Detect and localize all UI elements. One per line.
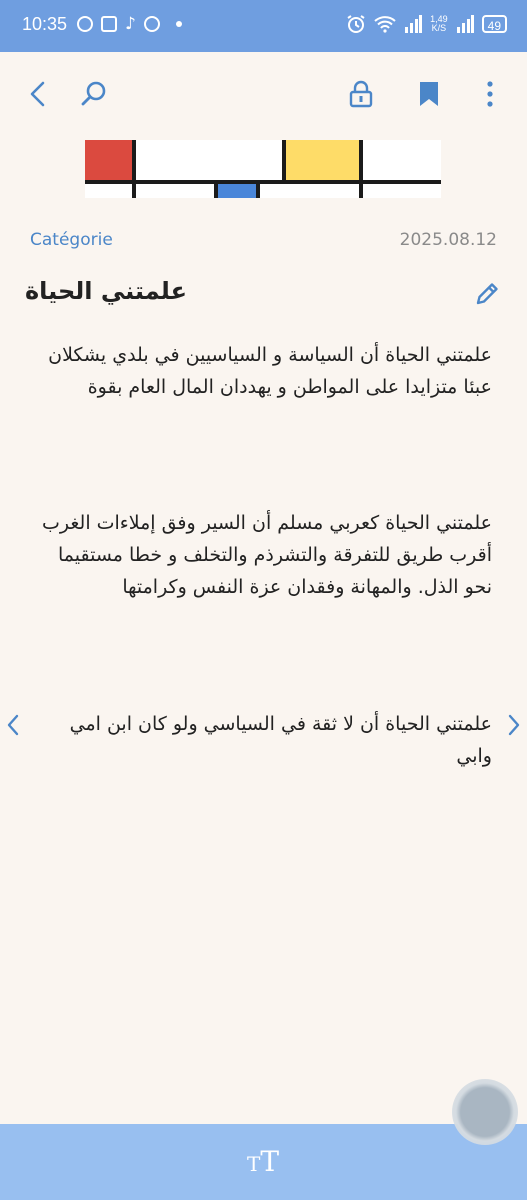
floating-action-button[interactable] — [452, 1079, 518, 1145]
note-date: 2025.08.12 — [399, 230, 497, 250]
back-chevron-icon — [28, 81, 48, 107]
title-row — [0, 275, 527, 315]
system-icons — [346, 14, 507, 34]
chevron-left-icon — [6, 713, 20, 737]
network-speed-value: 1,49 — [430, 14, 448, 24]
search-button[interactable] — [74, 74, 114, 114]
note-title: علمتني الحياة — [24, 277, 187, 305]
alarm-icon — [346, 14, 366, 34]
network-speed — [430, 15, 448, 33]
status-time: 10:35 — [22, 14, 68, 34]
more-vertical-icon — [486, 81, 494, 107]
text-style-big-t: T — [260, 1145, 280, 1178]
chrome-icon-2 — [144, 16, 160, 32]
search-icon — [80, 80, 108, 108]
note-toolbar — [0, 52, 527, 130]
notification-icons — [77, 16, 182, 32]
pencil-icon — [474, 281, 500, 307]
note-paragraph-3[interactable]: علمتني الحياة أن لا ثقة في السياسي ولو كان ابن امي وابي — [69, 713, 492, 767]
wifi-icon — [374, 15, 396, 33]
tiktok-icon: ♪ — [125, 14, 136, 34]
bottom-bar — [0, 1124, 527, 1200]
previous-note-button[interactable] — [6, 713, 20, 741]
note-header-image — [85, 140, 441, 198]
status-bar — [0, 0, 527, 52]
signal-icon — [404, 15, 422, 33]
category-link[interactable]: Catégorie — [30, 230, 113, 250]
edit-button[interactable] — [470, 277, 504, 311]
chrome-icon — [77, 16, 93, 32]
more-options-button[interactable] — [470, 74, 510, 114]
more-notifications-dot — [176, 21, 182, 27]
bookmark-button[interactable] — [409, 74, 449, 114]
battery-level: 49 — [482, 15, 507, 33]
network-speed-unit: K/S — [431, 23, 447, 33]
chevron-right-icon — [507, 713, 521, 737]
note-paragraph-2[interactable]: علمتني الحياة كعربي مسلم أن السير وفق إملاءات الغرب أقرب طريق للتفرقة والتشرذم والتخلف و خطا مستقيما نحو الذل. والمهانة وفقدان عزة النفس وكرامتها — [42, 512, 492, 598]
note-paragraph-1[interactable]: علمتني الحياة أن السياسة و السياسيين في بلدي يشكلان عبئا متزايدا على المواطن و يهددان المال العام بقوة — [48, 344, 492, 398]
bookmark-icon — [418, 81, 440, 107]
signal-icon-2 — [456, 15, 474, 33]
back-button[interactable] — [18, 74, 58, 114]
app-notification-icon — [101, 16, 117, 32]
text-style-button[interactable] — [243, 1144, 283, 1180]
lock-icon — [348, 80, 374, 108]
lock-button[interactable] — [341, 74, 381, 114]
next-note-button[interactable] — [507, 713, 521, 741]
text-style-small-t: T — [246, 1152, 261, 1176]
